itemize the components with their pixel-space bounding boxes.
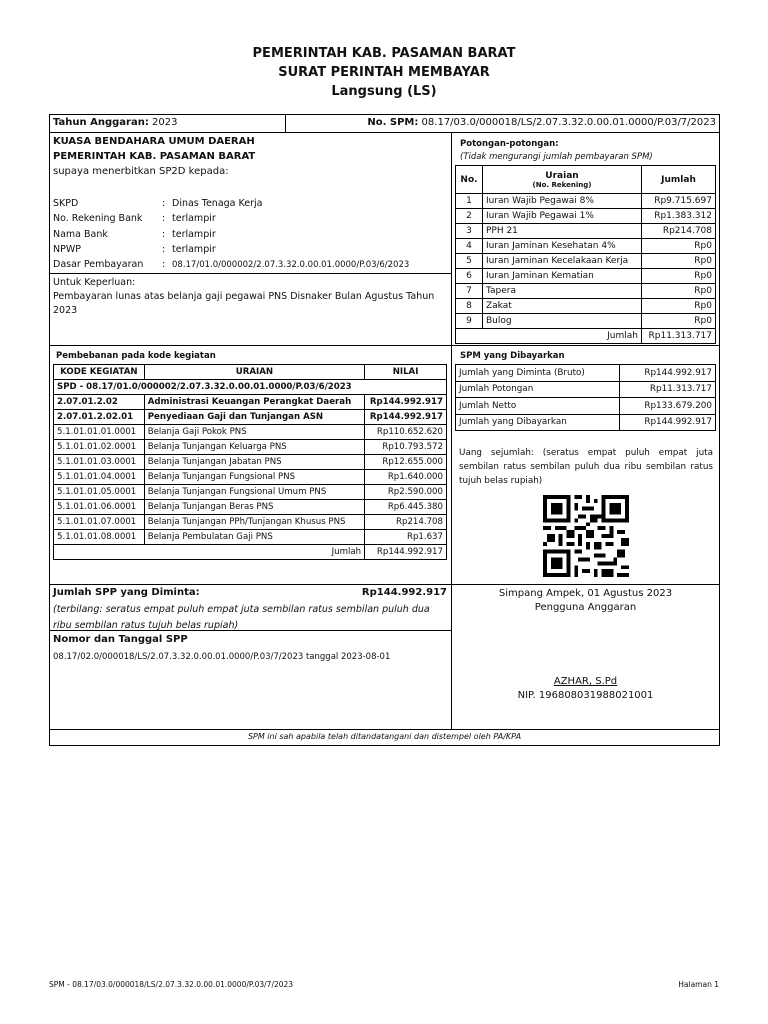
header-government: PEMERINTAH KAB. PASAMAN BARAT	[252, 46, 516, 61]
cell-kode: 5.1.01.01.03.0001	[54, 455, 145, 470]
validity-note: SPM ini sah apabila telah ditandatangani dan distempel oleh PA/KPA	[247, 732, 522, 741]
cell-uraian: Penyediaan Gaji dan Tunjangan ASN	[144, 410, 364, 425]
col-header-uraian	[482, 166, 641, 194]
table-row	[54, 470, 447, 485]
ttd-nip: NIP. 196808031988021001	[517, 690, 654, 701]
keperluan-text: Pembayaran lunas atas belanja gaji pegawai PNS Disnaker Bulan Agustus Tahun 2023	[53, 291, 435, 316]
table-row	[54, 425, 447, 440]
table-row	[456, 269, 716, 284]
footer-doc-number: SPM - 08.17/03.0/000018/LS/2.07.3.32.0.00.01.0000/P.03/7/2023	[49, 980, 294, 989]
cell-jumlah: Rp0	[642, 314, 716, 329]
cell-no: 1	[456, 194, 483, 209]
colon: :	[162, 259, 166, 270]
cell-jumlah: Rp0	[642, 299, 716, 314]
kuasa-line1: KUASA BENDAHARA UMUM DAERAH	[53, 136, 255, 147]
document-header	[0, 44, 768, 101]
cell-value: Rp144.992.917	[620, 365, 716, 382]
kegiatan-table	[53, 364, 447, 560]
table-row	[54, 455, 447, 470]
cell-no: 9	[456, 314, 483, 329]
divider	[451, 132, 452, 729]
ttd-place-date: Simpang Ampek, 01 Agustus 2023	[498, 588, 673, 599]
spp-nomor-value: 08.17/02.0/000018/LS/2.07.3.32.0.00.01.0000/P.03/7/2023 tanggal 2023-08-01	[53, 652, 391, 662]
spp-terbilang: (terbilang: seratus empat puluh empat juta sembilan ratus sembilan puluh dua ribu sembilan ratus tujuh belas rupiah)	[53, 604, 430, 631]
cell-uraian: PPH 21	[482, 224, 641, 239]
cell-uraian: Iuran Jaminan Kesehatan 4%	[482, 239, 641, 254]
field-value-bank: terlampir	[172, 229, 216, 240]
potongan-total-row	[456, 329, 716, 344]
total-label: Jumlah	[54, 545, 365, 560]
cell-nilai: Rp110.652.620	[365, 425, 447, 440]
field-label-rekening: No. Rekening Bank	[53, 213, 143, 224]
cell-nilai: Rp214.708	[365, 515, 447, 530]
table-row	[54, 515, 447, 530]
table-row	[456, 194, 716, 209]
cell-no: 7	[456, 284, 483, 299]
field-value-npwp: terlampir	[172, 244, 216, 255]
divider	[49, 345, 720, 346]
cell-kode: 5.1.01.01.01.0001	[54, 425, 145, 440]
field-value-dasar: 08.17/01.0/000002/2.07.3.32.0.00.01.0000/P.03/6/2023	[172, 260, 410, 270]
keperluan-label: Untuk Keperluan:	[53, 277, 136, 288]
table-row	[456, 381, 716, 398]
divider	[49, 584, 720, 585]
col-header-uraian-sub: (No. Rekening)	[532, 180, 592, 189]
col-header-uraian: URAIAN	[144, 365, 364, 380]
cell-no: 6	[456, 269, 483, 284]
cell-kode: 5.1.01.01.08.0001	[54, 530, 145, 545]
supaya-text: supaya menerbitkan SP2D kepada:	[53, 166, 229, 177]
table-row	[54, 530, 447, 545]
cell-no: 5	[456, 254, 483, 269]
table-row	[456, 239, 716, 254]
cell-label: Jumlah yang Dibayarkan	[456, 414, 620, 431]
cell-no: 3	[456, 224, 483, 239]
col-header-uraian-label: Uraian	[545, 170, 579, 181]
potongan-header-row	[456, 166, 716, 194]
cell-uraian: Zakat	[482, 299, 641, 314]
colon: :	[162, 213, 166, 224]
ttd-role: Pengguna Anggaran	[534, 602, 637, 613]
cell-uraian: Belanja Tunjangan PPh/Tunjangan Khusus PNS	[144, 515, 364, 530]
cell-uraian: Iuran Jaminan Kecelakaan Kerja	[482, 254, 641, 269]
spp-value: Rp144.992.917	[361, 587, 447, 598]
table-row	[54, 440, 447, 455]
cell-value: Rp133.679.200	[620, 398, 716, 415]
cell-jumlah: Rp1.383.312	[642, 209, 716, 224]
table-row	[456, 398, 716, 415]
spm-value: 08.17/03.0/000018/LS/2.07.3.32.0.00.01.0000/P.03/7/2023	[421, 117, 716, 128]
ttd-name: AZHAR, S.Pd	[553, 676, 618, 687]
cell-no: 2	[456, 209, 483, 224]
tahun-label: Tahun Anggaran:	[53, 117, 149, 128]
colon: :	[162, 229, 166, 240]
table-row	[456, 284, 716, 299]
header-title: SURAT PERINTAH MEMBAYAR	[278, 65, 490, 80]
spp-label: Jumlah SPP yang Diminta:	[53, 587, 200, 598]
table-row	[456, 224, 716, 239]
cell-jumlah: Rp9.715.697	[642, 194, 716, 209]
field-label-skpd: SKPD	[53, 198, 79, 209]
potongan-subtitle: (Tidak mengurangi jumlah pembayaran SPM)	[460, 152, 653, 162]
divider	[49, 132, 720, 133]
spd-cell: SPD - 08.17/01.0/000002/2.07.3.32.0.00.01.0000/P.03/6/2023	[54, 380, 447, 395]
table-row	[54, 410, 447, 425]
table-row	[456, 254, 716, 269]
field-label-dasar: Dasar Pembayaran	[53, 259, 144, 270]
footer-page-number: Halaman 1	[678, 980, 719, 989]
header-type: Langsung (LS)	[331, 84, 437, 99]
tahun-value: 2023	[152, 117, 178, 128]
cell-no: 8	[456, 299, 483, 314]
dibayarkan-terbilang: Uang sejumlah: (seratus empat puluh empat juta sembilan ratus sembilan puluh dua ribu sembilan ratus tujuh belas rupiah)	[459, 448, 713, 486]
no-spm	[290, 117, 716, 128]
total-value: Rp144.992.917	[365, 545, 447, 560]
cell-nilai: Rp2.590.000	[365, 485, 447, 500]
field-label-bank: Nama Bank	[53, 229, 108, 240]
cell-kode: 5.1.01.01.04.0001	[54, 470, 145, 485]
table-row	[456, 299, 716, 314]
cell-jumlah: Rp0	[642, 239, 716, 254]
cell-uraian: Belanja Gaji Pokok PNS	[144, 425, 364, 440]
dibayarkan-table	[455, 364, 716, 431]
cell-jumlah: Rp214.708	[642, 224, 716, 239]
cell-uraian: Administrasi Keuangan Perangkat Daerah	[144, 395, 364, 410]
potongan-table	[455, 165, 716, 344]
colon: :	[162, 198, 166, 209]
cell-uraian: Iuran Jaminan Kematian	[482, 269, 641, 284]
cell-uraian: Bulog	[482, 314, 641, 329]
kegiatan-header-row	[54, 365, 447, 380]
table-row	[456, 365, 716, 382]
table-row	[456, 209, 716, 224]
cell-label: Jumlah Netto	[456, 398, 620, 415]
cell-jumlah: Rp0	[642, 284, 716, 299]
cell-kode: 2.07.01.2.02	[54, 395, 145, 410]
spp-nomor-label: Nomor dan Tanggal SPP	[53, 634, 188, 645]
cell-kode: 5.1.01.01.06.0001	[54, 500, 145, 515]
total-value: Rp11.313.717	[642, 329, 716, 344]
field-value-skpd: Dinas Tenaga Kerja	[172, 198, 263, 209]
cell-uraian: Tapera	[482, 284, 641, 299]
cell-kode: 5.1.01.01.02.0001	[54, 440, 145, 455]
kuasa-line2: PEMERINTAH KAB. PASAMAN BARAT	[53, 151, 256, 162]
table-row	[54, 485, 447, 500]
cell-kode: 5.1.01.01.07.0001	[54, 515, 145, 530]
cell-uraian: Belanja Tunjangan Fungsional PNS	[144, 470, 364, 485]
dibayarkan-title: SPM yang Dibayarkan	[460, 351, 565, 361]
field-label-npwp: NPWP	[53, 244, 81, 255]
field-value-rekening: terlampir	[172, 213, 216, 224]
cell-value: Rp11.313.717	[620, 381, 716, 398]
cell-uraian: Belanja Pembulatan Gaji PNS	[144, 530, 364, 545]
cell-nilai: Rp1.640.000	[365, 470, 447, 485]
cell-uraian: Belanja Tunjangan Beras PNS	[144, 500, 364, 515]
table-row	[456, 414, 716, 431]
col-header-kode: KODE KEGIATAN	[54, 365, 145, 380]
total-label: Jumlah	[456, 329, 642, 344]
cell-uraian: Belanja Tunjangan Fungsional Umum PNS	[144, 485, 364, 500]
qr-code-icon	[542, 495, 630, 577]
potongan-title: Potongan-potongan:	[460, 139, 559, 149]
cell-nilai: Rp12.655.000	[365, 455, 447, 470]
colon: :	[162, 244, 166, 255]
col-header-no: No.	[456, 166, 483, 194]
tahun-anggaran	[53, 117, 177, 128]
cell-value: Rp144.992.917	[620, 414, 716, 431]
cell-kode: 5.1.01.01.05.0001	[54, 485, 145, 500]
kegiatan-title: Pembebanan pada kode kegiatan	[56, 351, 216, 361]
cell-no: 4	[456, 239, 483, 254]
table-row	[54, 395, 447, 410]
divider	[285, 114, 286, 132]
cell-nilai: Rp1.637	[365, 530, 447, 545]
spm-label: No. SPM:	[367, 117, 419, 128]
table-row	[456, 314, 716, 329]
cell-label: Jumlah Potongan	[456, 381, 620, 398]
cell-uraian: Iuran Wajib Pegawai 1%	[482, 209, 641, 224]
cell-nilai: Rp144.992.917	[365, 410, 447, 425]
col-header-jumlah: Jumlah	[642, 166, 716, 194]
cell-kode: 2.07.01.2.02.01	[54, 410, 145, 425]
divider	[49, 273, 451, 274]
kegiatan-total-row	[54, 545, 447, 560]
col-header-nilai: NILAI	[365, 365, 447, 380]
cell-nilai: Rp144.992.917	[365, 395, 447, 410]
cell-nilai: Rp6.445.380	[365, 500, 447, 515]
cell-jumlah: Rp0	[642, 269, 716, 284]
spd-row	[54, 380, 447, 395]
cell-uraian: Belanja Tunjangan Jabatan PNS	[144, 455, 364, 470]
cell-uraian: Belanja Tunjangan Keluarga PNS	[144, 440, 364, 455]
table-row	[54, 500, 447, 515]
cell-jumlah: Rp0	[642, 254, 716, 269]
cell-nilai: Rp10.793.572	[365, 440, 447, 455]
cell-label: Jumlah yang Diminta (Bruto)	[456, 365, 620, 382]
divider	[49, 729, 720, 730]
cell-uraian: Iuran Wajib Pegawai 8%	[482, 194, 641, 209]
